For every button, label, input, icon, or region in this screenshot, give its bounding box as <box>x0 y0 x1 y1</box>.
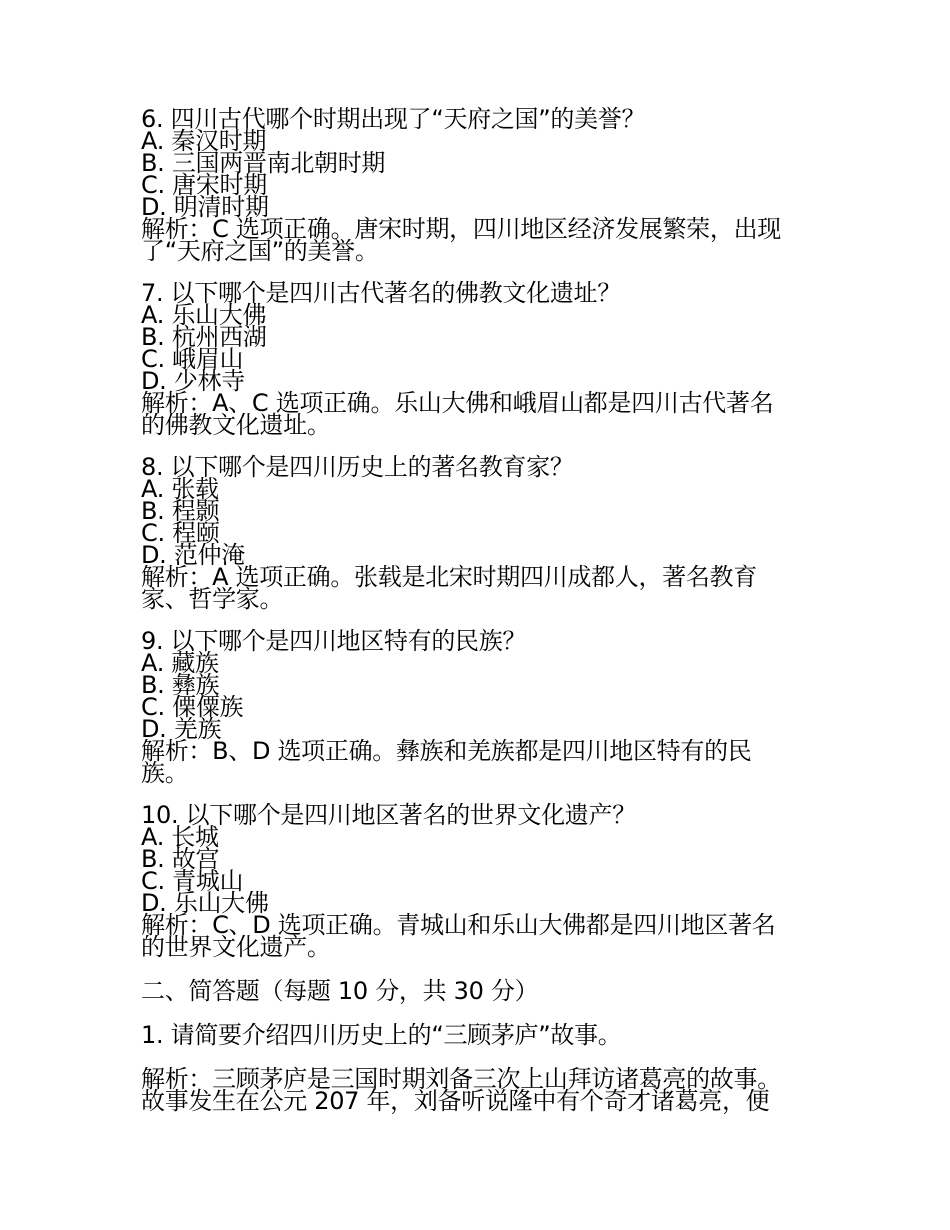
explanation-line: 的世界文化遗产。 <box>141 933 331 961</box>
question-10 <box>141 801 821 961</box>
question-9 <box>141 627 821 787</box>
option-b: B. 彝族 <box>141 671 220 699</box>
option-c: C. 傈僳族 <box>141 693 244 721</box>
option-a: A. 藏族 <box>141 649 219 677</box>
question-stem: 8. 以下哪个是四川历史上的著名教育家？ <box>141 453 574 481</box>
document-page <box>141 105 821 1115</box>
explanation-line: 解析：三顾茅庐是三国时期刘备三次上山拜访诸葛亮的故事。 <box>141 1065 781 1093</box>
question-8 <box>141 453 821 613</box>
explanation <box>141 389 821 439</box>
option-d: D. 乐山大佛 <box>141 889 269 917</box>
explanation <box>141 737 821 787</box>
explanation-line: 解析：B、D 选项正确。彝族和羌族都是四川地区特有的民 <box>141 737 752 765</box>
question-7 <box>141 279 821 439</box>
option-d: D. 少林寺 <box>141 367 245 395</box>
option-a: A. 长城 <box>141 823 219 851</box>
short-answer-explanation <box>141 1065 821 1115</box>
option-a: A. 秦汉时期 <box>141 127 267 155</box>
option-d: D. 范仲淹 <box>141 541 245 569</box>
question-stem: 10. 以下哪个是四川地区著名的世界文化遗产？ <box>141 801 636 829</box>
option-d: D. 明清时期 <box>141 193 269 221</box>
section-heading: 二、简答题（每题 10 分，共 30 分） <box>141 977 539 1005</box>
option-b: B. 故宫 <box>141 845 220 873</box>
short-answer-question: 1. 请简要介绍四川历史上的“三顾茅庐”故事。 <box>141 1021 622 1049</box>
option-c: C. 青城山 <box>141 867 244 895</box>
explanation-line: 故事发生在公元 207 年，刘备听说隆中有个奇才诸葛亮，便 <box>141 1087 770 1115</box>
question-stem: 6. 四川古代哪个时期出现了“天府之国”的美誉？ <box>141 105 646 133</box>
question-stem: 9. 以下哪个是四川地区特有的民族？ <box>141 627 527 655</box>
option-b: B. 三国两晋南北朝时期 <box>141 149 386 177</box>
explanation-line: 家、哲学家。 <box>141 585 284 613</box>
explanation-line: 解析：C 选项正确。唐宋时期，四川地区经济发展繁荣，出现 <box>141 215 781 243</box>
question-stem: 7. 以下哪个是四川古代著名的佛教文化遗址？ <box>141 279 621 307</box>
explanation <box>141 911 821 961</box>
explanation-line: 族。 <box>141 759 189 787</box>
option-c: C. 程颐 <box>141 519 220 547</box>
explanation-line: 了“天府之国”的美誉。 <box>141 237 379 265</box>
explanation <box>141 563 821 613</box>
option-c: C. 峨眉山 <box>141 345 244 373</box>
explanation-line: 的佛教文化遗址。 <box>141 411 331 439</box>
option-b: B. 杭州西湖 <box>141 323 267 351</box>
option-c: C. 唐宋时期 <box>141 171 267 199</box>
question-6 <box>141 105 821 265</box>
option-a: A. 张载 <box>141 475 219 503</box>
explanation <box>141 215 821 265</box>
explanation-line: 解析：C、D 选项正确。青城山和乐山大佛都是四川地区著名 <box>141 911 776 939</box>
option-b: B. 程颢 <box>141 497 220 525</box>
explanation-line: 解析：A、C 选项正确。乐山大佛和峨眉山都是四川古代著名 <box>141 389 774 417</box>
option-d: D. 羌族 <box>141 715 222 743</box>
option-a: A. 乐山大佛 <box>141 301 267 329</box>
explanation-line: 解析：A 选项正确。张载是北宋时期四川成都人，著名教育 <box>141 563 757 591</box>
